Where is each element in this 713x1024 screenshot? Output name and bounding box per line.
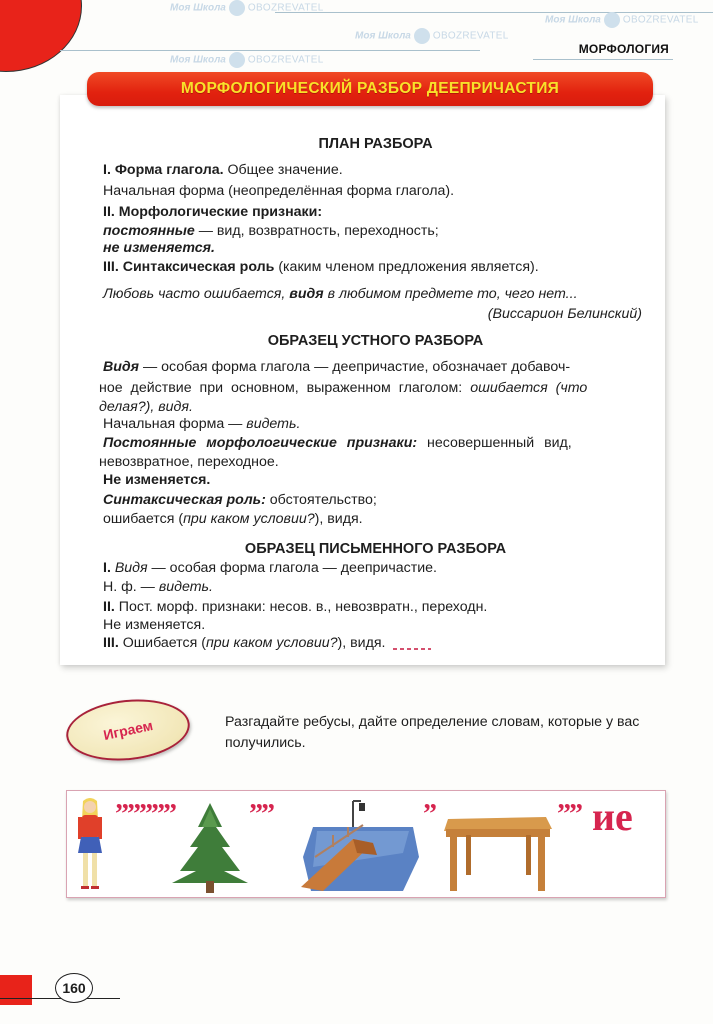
corner-decoration [0, 0, 82, 72]
pier-icon [293, 797, 423, 893]
written-line-3: II. Пост. морф. признаки: несов. в., невозвратн., переходн. [103, 599, 488, 615]
oral-heading: ОБРАЗЕЦ УСТНОГО РАЗБОРА [267, 333, 484, 349]
girl-icon [73, 797, 107, 893]
section-label: МОРФОЛОГИЯ [578, 42, 669, 56]
underline-marks [393, 648, 431, 650]
header-rule [275, 12, 713, 13]
section-underline [533, 59, 673, 60]
table-icon [442, 813, 554, 893]
watermark: Моя Школа OBOZREVATEL [170, 0, 324, 16]
page-number: 160 [55, 973, 93, 1003]
page-marker [0, 975, 32, 1005]
rebus-commas-4: ”” [557, 799, 581, 830]
banner-title: МОРФОЛОГИЧЕСКИЙ РАЗБОР ДЕЕПРИЧАСТИЯ [180, 80, 560, 97]
watermark: Моя Школа OBOZREVATEL [355, 28, 509, 44]
written-line-1: I. Видя — особая форма глагола — деепричастие. [103, 560, 437, 576]
oral-line-4: Начальная форма — видеть. [103, 416, 301, 432]
oral-line-5: Постоянные морфологические признаки: несовершенный вид, [103, 435, 572, 451]
oral-line-3: делая?), видя. [99, 399, 193, 415]
plan-line-4: постоянные — вид, возвратность, переходность; [103, 223, 439, 239]
watermark: Моя Школа OBOZREVATEL [545, 12, 699, 28]
plan-line-6: III. Синтаксическая роль (каким членом предложения является). [103, 259, 539, 275]
written-line-2: Н. ф. — видеть. [103, 579, 213, 595]
plan-heading: ПЛАН РАЗБОРА [318, 136, 433, 152]
watermark: Моя Школа OBOZREVATEL [170, 52, 324, 68]
fir-tree-icon [170, 801, 250, 893]
written-line-5: III. Ошибается (при каком условии?), видя. [103, 635, 386, 651]
plan-line-3: II. Морфологические признаки: [103, 204, 323, 220]
oral-line-1: Видя — особая форма глагола — деепричастие, обозначает добавоч- [103, 359, 571, 375]
plan-line-1: I. Форма глагола. Общее значение. [103, 162, 343, 178]
oral-line-2: ное действие при основном, выраженном глаголом: ошибается (что [99, 380, 588, 396]
header-rule [60, 50, 480, 51]
game-badge [63, 694, 193, 767]
oral-line-6: невозвратное, переходное. [99, 454, 279, 470]
rebus-commas-1: ””””” [115, 799, 175, 830]
written-line-4: Не изменяется. [103, 617, 206, 633]
oral-line-8: Синтаксическая роль: обстоятельство; [103, 492, 377, 508]
rebus-commas-2: ”” [249, 799, 273, 830]
epigraph: Любовь часто ошибается, видя в любимом предмете то, чего нет... [103, 286, 578, 302]
rebus-suffix: ие [592, 794, 633, 839]
written-heading: ОБРАЗЕЦ ПИСЬМЕННОГО РАЗБОРА [244, 541, 507, 557]
game-label: Играем [101, 716, 155, 744]
oral-line-7: Не изменяется. [103, 472, 211, 488]
plan-line-5: не изменяется. [103, 240, 215, 256]
epigraph-author: (Виссарион Белинский) [487, 306, 642, 322]
plan-line-2: Начальная форма (неопределённая форма глагола). [103, 183, 455, 199]
title-banner [87, 72, 653, 106]
rebus-commas-3: ” [423, 799, 435, 830]
task-text: Разгадайте ребусы, дайте определение словам, которые у вас получились. [225, 714, 640, 751]
oral-line-9: ошибается (при каком условии?), видя. [103, 511, 363, 527]
rebus-strip [66, 790, 666, 898]
